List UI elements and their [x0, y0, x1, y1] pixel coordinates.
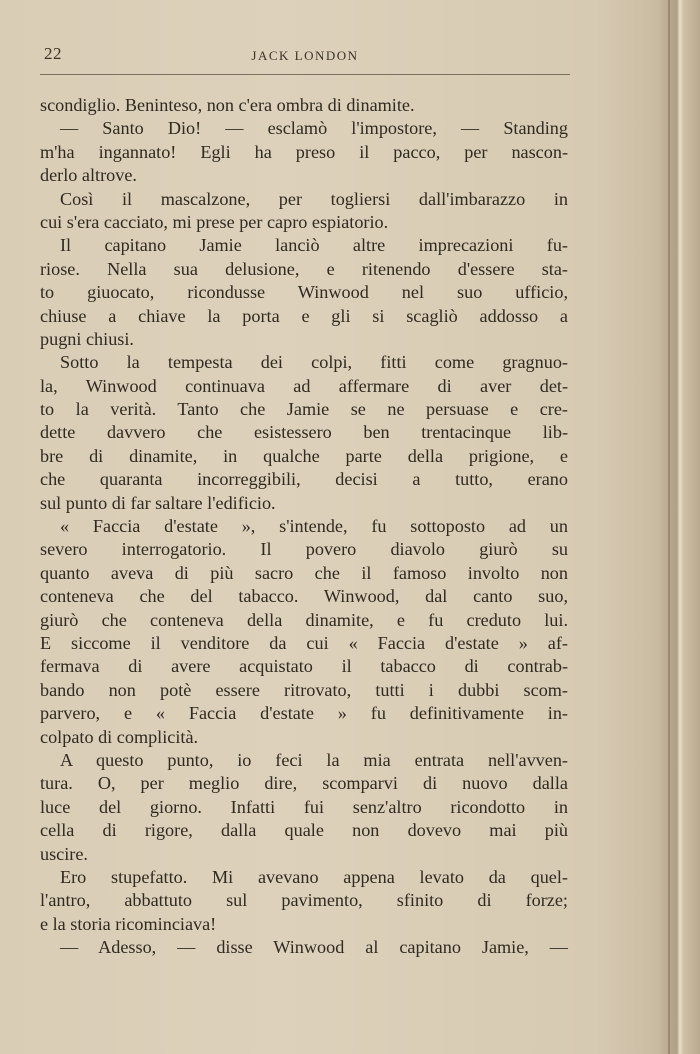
text-line: Così il mascalzone, per togliersi dall'imbarazzo in [60, 188, 568, 209]
text-line: pugni chiusi. [40, 328, 134, 349]
text-line: chiuse a chiave la porta e gli si scagliò addosso a [40, 305, 568, 326]
text-line: tura. O, per meglio dire, scomparvi di nuovo dalla [40, 773, 568, 794]
page-edge-shadow [658, 0, 700, 1054]
text-line: l'antro, abbattuto sul pavimento, sfinito di forze; [40, 890, 568, 911]
text-line: e la storia ricominciava! [40, 913, 217, 934]
page-header [40, 40, 570, 68]
text-line: E siccome il venditore da cui « Faccia d'estate » af- [40, 632, 568, 653]
text-line: to giuocato, ricondusse Winwood nel suo ufficio, [40, 282, 568, 303]
text-line: cella di rigore, dalla quale non dovevo mai più [40, 820, 568, 841]
text-line: giurò che conteneva della dinamite, e fu creduto lui. [40, 609, 568, 630]
text-line: parvero, e « Faccia d'estate » fu definitivamente in- [40, 703, 568, 724]
text-line: dette davvero che esistessero ben trentacinque lib- [40, 422, 568, 443]
text-line: sul punto di far saltare l'edificio. [40, 492, 276, 513]
text-line: bre di dinamite, in qualche parte della prigione, e [40, 445, 568, 466]
page-fold-line [668, 0, 670, 1054]
text-line: luce del giorno. Infatti fui senz'altro ricondotto in [40, 796, 568, 817]
text-line: scondiglio. Beninteso, non c'era ombra di dinamite. [40, 95, 415, 115]
text-line: derlo altrove. [40, 165, 137, 186]
text-line: uscire. [40, 843, 88, 864]
text-line: la, Winwood continuava ad affermare di aver det- [40, 375, 568, 396]
text-line: — Santo Dio! — esclamò l'impostore, — Standing [60, 118, 568, 139]
text-line: m'ha ingannato! Egli ha preso il pacco, per nascon- [40, 141, 568, 162]
text-line: Ero stupefatto. Mi avevano appena levato da quel- [60, 866, 568, 887]
body-text [40, 94, 568, 959]
text-line: A questo punto, io feci la mia entrata nell'avven- [60, 749, 568, 770]
text-line: che quaranta incorreggibili, decisi a tutto, erano [40, 469, 568, 490]
text-line: « Faccia d'estate », s'intende, fu sottoposto ad un [60, 516, 568, 537]
text-line: Il capitano Jamie lanciò altre imprecazioni fu- [60, 235, 568, 256]
text-line: riose. Nella sua delusione, e ritenendo d'essere sta- [40, 258, 568, 279]
text-line: Sotto la tempesta dei colpi, fitti come gragnuo- [60, 352, 568, 373]
text-line: to la verità. Tanto che Jamie se ne persuase e cre- [40, 399, 568, 420]
page-number: 22 [44, 44, 62, 63]
text-line: conteneva che del tabacco. Winwood, dal canto suo, [40, 586, 568, 607]
text-line: bando non potè essere ritrovato, tutti i dubbi scom- [40, 679, 568, 700]
header-rule [40, 74, 570, 75]
text-line: — Adesso, — disse Winwood al capitano Jamie, — [60, 937, 568, 958]
text-line: colpato di complicità. [40, 726, 199, 747]
text-line: quanto aveva di più sacro che il famoso involto non [40, 562, 568, 583]
running-head: JACK LONDON [251, 48, 359, 63]
text-line: severo interrogatorio. Il povero diavolo giurò su [40, 539, 568, 560]
text-line: fermava di avere acquistato il tabacco di contrab- [40, 656, 568, 677]
text-line: cui s'era cacciato, mi prese per capro espiatorio. [40, 211, 389, 232]
